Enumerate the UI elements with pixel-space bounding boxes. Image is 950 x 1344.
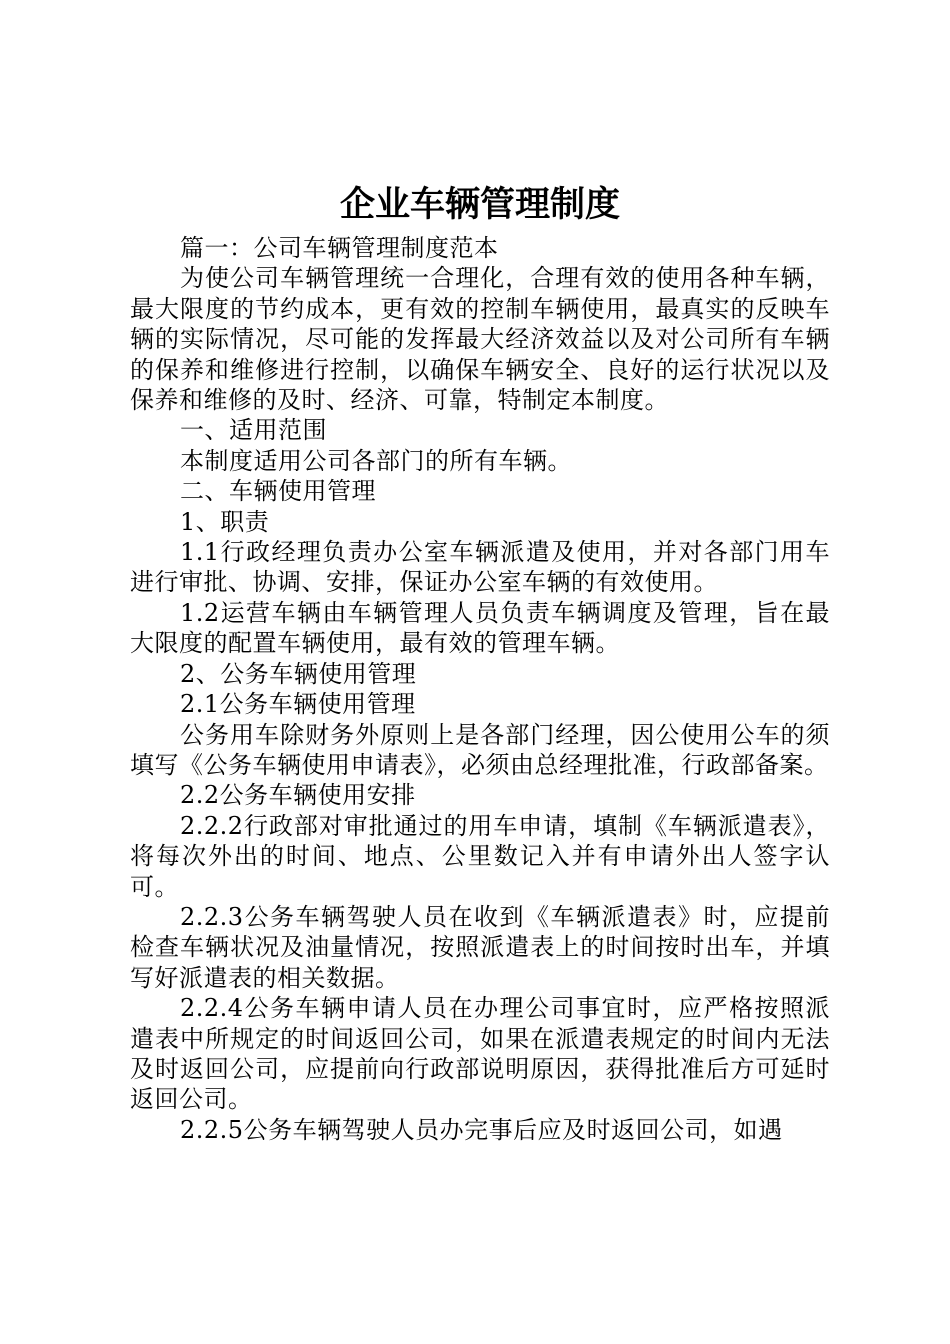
body-paragraph: 2.2.5公务车辆驾驶人员办完事后应及时返回公司，如遇	[180, 1115, 783, 1144]
subsection-heading: 2.1公务车辆使用管理	[180, 690, 416, 719]
body-paragraph: 1.1行政经理负责办公室车辆派遣及使用，并对各部门用车进行审批、协调、安排，保证办公室车辆的有效使用。	[130, 538, 830, 597]
section-heading: 二、车辆使用管理	[180, 477, 376, 506]
body-paragraph: 2.2.4公务车辆申请人员在办理公司事宜时，应严格按照派遣表中所规定的时间返回公司，如果在派遣表规定的时间内无法及时返回公司，应提前向行政部说明原因，获得批准后方可延时返回公司。	[130, 994, 830, 1114]
body-paragraph: 1.2运营车辆由车辆管理人员负责车辆调度及管理，旨在最大限度的配置车辆使用，最有效的管理车辆。	[130, 598, 830, 658]
body-paragraph: 2.2.2行政部对审批通过的用车申请，填制《车辆派遣表》，将每次外出的时间、地点、公里数记入并有申请外出人签字认可。	[130, 811, 830, 901]
body-paragraph: 公务用车除财务外原则上是各部门经理，因公使用公车的须填写《公务车辆使用申请表》，必须由总经理批准，行政部备案。	[130, 720, 830, 779]
section-heading: 篇一：公司车辆管理制度范本	[180, 234, 499, 262]
body-paragraph: 2.2.3公务车辆驾驶人员在收到《车辆派遣表》时，应提前检查车辆状况及油量情况，按照派遣表上的时间按时出车，并填写好派遣表的相关数据。	[130, 902, 830, 992]
document-title: 企业车辆管理制度	[339, 184, 620, 225]
document-page	[130, 180, 830, 1145]
body-paragraph: 本制度适用公司各部门的所有车辆。	[180, 446, 572, 475]
body-paragraph: 为使公司车辆管理统一合理化，合理有效的使用各种车辆，最大限度的节约成本，更有效的控制车辆使用，最真实的反映车辆的实际情况，尽可能的发挥最大经济效益以及对公司所有车辆的保养和维修进行控制，以确保车辆安全、良好的运行状况以及保养和维修的及时、经济、可靠，特制定本制度。	[130, 264, 830, 415]
section-heading: 一、适用范围	[180, 416, 327, 445]
subsection-heading: 2、公务车辆使用管理	[180, 659, 417, 688]
subsection-heading: 1、职责	[180, 507, 270, 536]
subsection-heading: 2.2公务车辆使用安排	[180, 781, 416, 810]
